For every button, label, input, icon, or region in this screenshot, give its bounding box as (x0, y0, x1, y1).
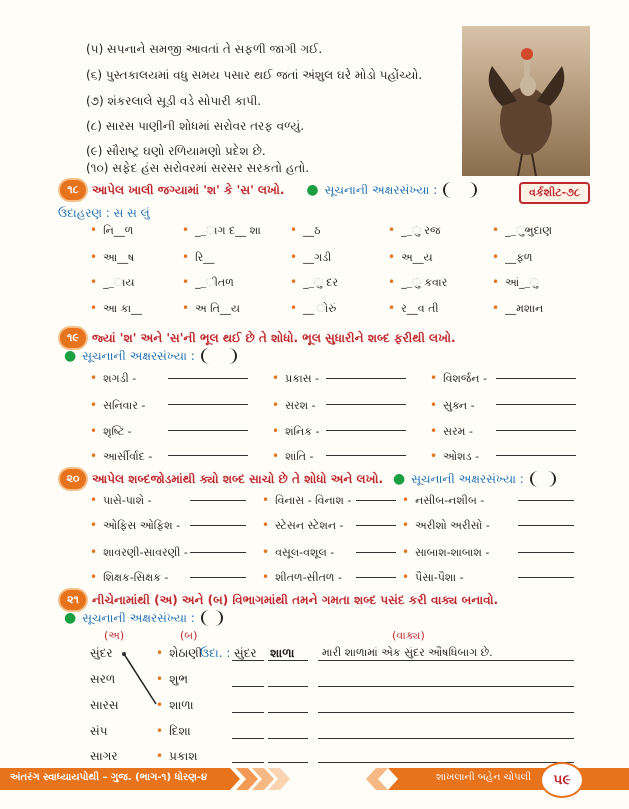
blank-word[interactable]: • નિ__ળ (90, 223, 134, 237)
answer-line[interactable] (318, 712, 574, 713)
answer-line[interactable] (232, 712, 264, 713)
worksheet-badge: વર્કશીટ-૭૮ (519, 182, 590, 204)
answer-line[interactable] (268, 712, 308, 713)
column-a-word: સરળ (90, 672, 116, 686)
sentence: (૧૦) સફેદ હંસ સરોવરમાં સરસર સરકતો હતો. (86, 161, 310, 175)
blank-word[interactable]: • __મશાન (492, 301, 544, 315)
question-number: ૨૧ (58, 588, 88, 612)
answer-line[interactable] (232, 738, 264, 739)
answer-line[interactable] (268, 762, 308, 763)
footer-lesson-title: શાંખલાની બહેન ચોપલી (436, 772, 532, 783)
word-item: • વિશર્જન - (430, 371, 487, 385)
column-a-word: સુંદર (90, 646, 113, 660)
word-pair: • સાબાશ-શાબાશ - (402, 545, 490, 559)
word-item: • ઓશડ - (430, 449, 480, 463)
word-pair: • ઓફિસ ઓફિશ - (90, 518, 181, 532)
column-a-header: (અ) (104, 629, 125, 642)
question-number: ૧૯ (58, 326, 88, 350)
question-text: નીચેનામાંથી (અ) અને (બ) વિભાગમાંથી તમને ગમતા શબ્દ પસંદ કરી વાક્ય બનાવો. (92, 592, 499, 607)
blank-word[interactable]: • __ફળ (492, 250, 533, 264)
word-item: • આર્સીર્વાદ - (90, 449, 153, 463)
word-pair: • શાવરણી-સાવરણી - (90, 545, 188, 559)
hint: ● સૂચનાની અક્ષરસંખ્યા : (393, 471, 556, 487)
blank-word[interactable]: • અ__ય (388, 250, 433, 264)
blank-word[interactable]: • રિ__ (182, 250, 215, 264)
word-pair: • વિનાસ - વિનાશ - (262, 493, 352, 507)
example-line (232, 660, 264, 661)
word-pair: • શિક્ષક-સિક્ષક - (90, 570, 169, 584)
column-b-word: • દિશા (156, 724, 191, 738)
column-b-word: • શાળા (156, 698, 194, 712)
question-text: જ્યાં 'શ' અને 'સ'ની ભૂલ થઈ છે તે શોધો. ભૂલ સુધારીને શબ્દ ફરીથી લખો. (92, 330, 456, 345)
column-sentence-header: (વાક્ય) (392, 629, 425, 642)
answer-line[interactable] (318, 762, 574, 763)
page-number: ૫૯ (540, 762, 584, 798)
column-b-word: • શુભ (156, 672, 188, 686)
answer-line[interactable] (232, 762, 264, 763)
question-text: આપેલ શબ્દજોડમાંથી ક્યો શબ્દ સાચો છે તે શોધો અને લખો. (92, 471, 384, 486)
example: ઉદાહરણ : સ સ લું (58, 206, 150, 220)
blank-word[interactable]: • ર__વ તી (388, 301, 439, 315)
answer-line[interactable] (268, 686, 308, 687)
word-pair: • પૈસા-પૈશા - (402, 570, 464, 584)
example-word-b: શાળા (270, 646, 295, 660)
example-sentence: મારી શાળામાં એક સુંદર ઔષધિબાગ છે. (322, 646, 493, 659)
column-a-word: સંપ (90, 724, 108, 738)
example-line (318, 660, 574, 661)
footer (0, 764, 629, 794)
example-line (268, 660, 308, 661)
word-item: • સનિવાર - (90, 398, 146, 412)
blank-word[interactable]: • આ કા__ (90, 301, 143, 315)
blank-word[interactable]: • __ ોરું (290, 301, 337, 315)
sentence: (૬) પુસ્તકાલયમાં વધુ સમય પસાર થઈ જતાં અંશુલ ઘરે મોડો પહોંચ્યો. (86, 68, 423, 82)
blank-word[interactable]: • __ગડી (290, 250, 332, 264)
blank-word[interactable]: • અ તિ__ય (182, 301, 240, 315)
blank-word[interactable]: • __ાય (90, 275, 135, 289)
word-item: • શાંતિ - (272, 449, 314, 463)
blank-word[interactable]: • __ુ કવાર (388, 275, 448, 289)
sentence: (૮) સારસ પાણીની શોધમાં સરોવર તરફ વળ્યું. (86, 119, 305, 133)
word-pair: • શીતળ-સીતળ - (262, 570, 342, 584)
word-pair: • અરીશો અરીસો - (402, 518, 490, 532)
footer-book-title: અંતરંગ સ્વાધ્યાયપોથી – ગુજ. (ભાગ-૧) ધોરણ-૪ (10, 772, 208, 783)
word-pair: • પાસે-પાશે - (90, 493, 152, 507)
example-word-a: સુંદર (234, 646, 257, 660)
answer-line[interactable] (318, 738, 574, 739)
column-a-word: સાગર (90, 749, 118, 763)
word-pair: • નસીબ-નશીબ - (402, 493, 485, 507)
word-item: • શૃષ્ટિ - (90, 424, 132, 438)
hint: ● સૂચનાની અક્ષરસંખ્યા : (306, 182, 477, 198)
blank-word[interactable]: • __ુ રજ (388, 223, 441, 237)
blank-word[interactable]: • __ઠ (290, 223, 321, 237)
blank-word[interactable]: • આં__ુ (492, 275, 539, 289)
word-pair: • વસૂલ-વશૂલ - (262, 545, 335, 559)
word-item: • સરમ - (430, 424, 473, 438)
question-number: ૧૮ (58, 178, 88, 202)
blank-word[interactable]: • આ__ષ (90, 250, 135, 264)
word-item: • શંનિક - (272, 424, 320, 438)
question-text: આપેલ ખાલી જગ્યામાં 'શ' કે 'સ' લખો. (92, 182, 285, 197)
word-pair: • સ્ટેસન સ્ટેશન - (262, 518, 344, 532)
answer-line[interactable] (318, 686, 574, 687)
blank-word[interactable]: • __ીતળ (182, 275, 234, 289)
column-b-word: • પ્રકાશ (156, 749, 198, 763)
answer-line[interactable] (268, 738, 308, 739)
sentence: (૫) સપનાને સમજી આવતાં તે સફળી જાગી ગઈ. (86, 42, 323, 56)
word-item: • પ્રકાસ - (272, 371, 320, 385)
word-item: • સરશ - (272, 398, 316, 412)
word-item: • શગડી - (90, 371, 137, 385)
word-item: • સુક્ન - (430, 398, 475, 412)
answer-line[interactable] (232, 686, 264, 687)
sentence: (૯) સૌરાષ્ટ્ર ઘણો રળિયામણો પ્રદેશ છે. (86, 144, 266, 158)
hint: ● સૂચનાની અક્ષરસંખ્યા : (64, 610, 223, 626)
blank-word[interactable]: • __ુભુદાણ (492, 223, 553, 237)
question-number: ૨૦ (58, 467, 88, 491)
blank-word[interactable]: • __ુ દર (290, 275, 339, 289)
example-label: ઉદા. : (200, 646, 231, 660)
column-b-header: (બ) (180, 629, 198, 642)
blank-word[interactable]: • __ાગ દ__ શા (182, 223, 261, 237)
column-b-word: • શેઠાણી (156, 646, 203, 660)
sentence: (૭) શંકરલાલે સૂડી વડે સોપારી કાપી. (86, 94, 262, 108)
hint: ● સૂચનાની અક્ષરસંખ્યા : (64, 348, 237, 364)
column-a-word: સારસ (90, 698, 119, 712)
